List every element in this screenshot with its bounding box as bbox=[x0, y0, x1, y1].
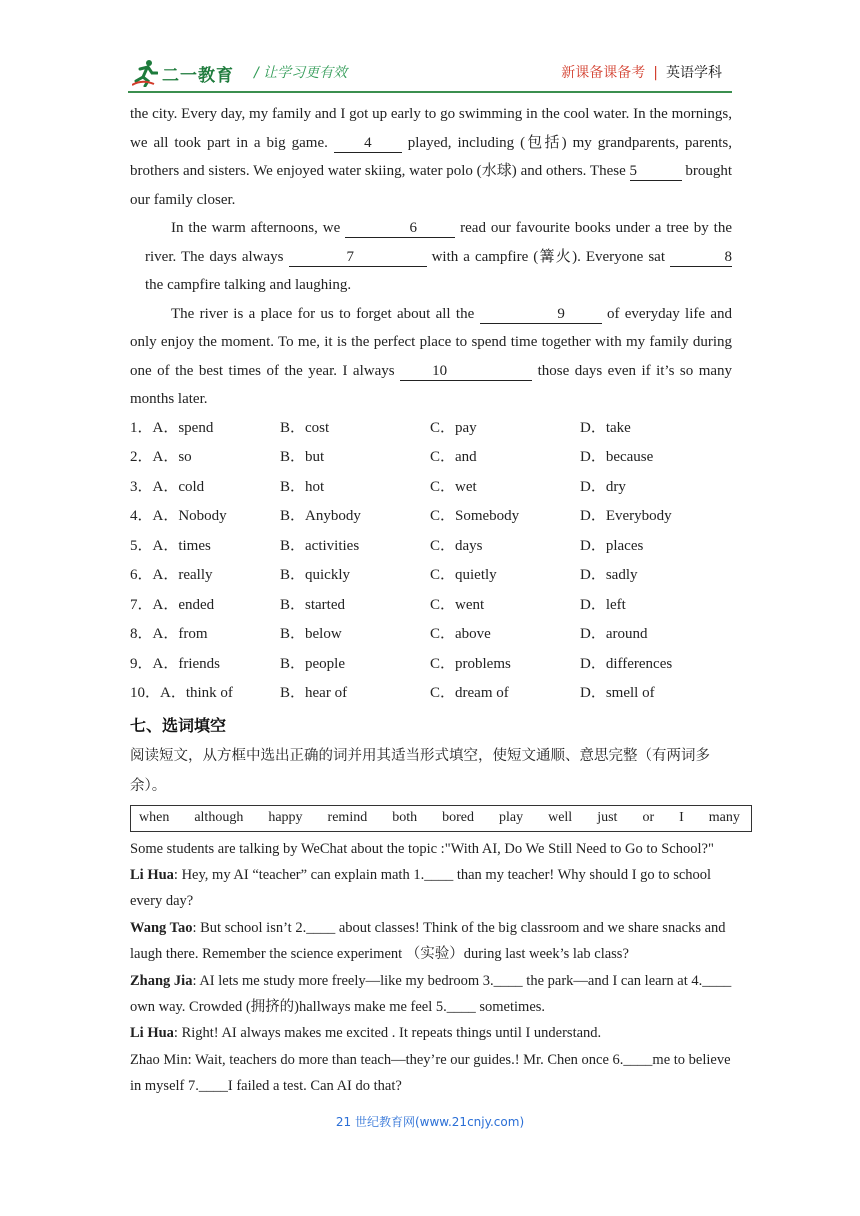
option-text: B．hear of bbox=[280, 685, 348, 701]
option-text: B．Anybody bbox=[280, 508, 361, 524]
option-cell bbox=[280, 561, 430, 591]
option-row bbox=[130, 502, 732, 532]
footer-source: 21 世纪教育网(www.21cnjy.com) bbox=[335, 1115, 525, 1129]
option-cell bbox=[580, 473, 730, 503]
option-text: D．places bbox=[580, 537, 644, 554]
word-box bbox=[130, 805, 752, 832]
option-text: 1． bbox=[130, 419, 153, 436]
main-content bbox=[130, 100, 740, 1100]
option-cell bbox=[130, 443, 280, 473]
option-text: C．pay bbox=[430, 419, 477, 436]
option-text: A．times bbox=[152, 537, 211, 554]
option-row bbox=[130, 561, 732, 591]
option-text: A．so bbox=[152, 449, 192, 465]
option-text: B．cost bbox=[280, 419, 330, 436]
dialogue-line bbox=[130, 915, 732, 968]
option-cell bbox=[580, 414, 730, 444]
passage-text: the city. Every day, my family and I got up early to go swimming in the cool water. In the mornings, we all took part in a big game. bbox=[130, 106, 732, 151]
passage-text: played, including (包括) my grandparents, parents, brothers and sisters. We enjoyed water skiing, water polo (水球) and others. These bbox=[130, 134, 732, 179]
option-cell bbox=[430, 561, 580, 591]
header-separator: | bbox=[653, 65, 658, 81]
option-row bbox=[130, 620, 732, 650]
option-text: D．differences bbox=[580, 655, 673, 672]
option-row bbox=[130, 473, 732, 503]
speaker-name: Wang Tao bbox=[130, 919, 193, 936]
option-text: B．quickly bbox=[280, 567, 350, 583]
option-cell bbox=[430, 502, 580, 532]
option-cell bbox=[130, 679, 280, 709]
blank-9: 9 bbox=[480, 305, 602, 324]
option-row bbox=[130, 414, 732, 444]
speaker-name: Zhang Jia bbox=[130, 972, 193, 989]
option-text: A．from bbox=[152, 626, 208, 642]
dialogue-line bbox=[130, 1047, 732, 1100]
speaker-name: Li Hua bbox=[130, 866, 174, 883]
option-text: 7． bbox=[130, 596, 153, 613]
blank-8: 8 bbox=[670, 248, 732, 267]
word-box-item: happy bbox=[268, 810, 303, 825]
option-cell bbox=[280, 679, 430, 709]
section-title: 七、选词填空 bbox=[130, 715, 227, 735]
option-cell bbox=[280, 443, 430, 473]
option-cell bbox=[580, 561, 730, 591]
option-text: B．below bbox=[280, 626, 342, 642]
header-subject bbox=[561, 62, 722, 82]
option-row bbox=[130, 650, 732, 680]
option-cell bbox=[580, 650, 730, 680]
option-text: A．think of bbox=[160, 685, 233, 701]
blank-6: 6 bbox=[345, 219, 455, 238]
word-box-item: remind bbox=[327, 810, 368, 825]
option-text: C．went bbox=[430, 596, 485, 613]
dialogue-intro: Some students are talking by WeChat about the topic :"With AI, Do We Still Need to Go to School?" bbox=[130, 840, 714, 857]
word-box-item: play bbox=[498, 810, 524, 825]
option-text: D．because bbox=[580, 449, 654, 465]
word-box-item: just bbox=[597, 810, 618, 825]
option-row bbox=[130, 679, 732, 709]
passage-paragraph-2 bbox=[130, 214, 732, 300]
option-cell bbox=[430, 473, 580, 503]
option-cell bbox=[130, 561, 280, 591]
option-text: 3． bbox=[130, 478, 153, 495]
option-cell bbox=[430, 650, 580, 680]
dialogue-line bbox=[130, 968, 732, 1021]
option-text: 8． bbox=[130, 626, 153, 642]
option-text: 5． bbox=[130, 537, 153, 554]
option-text: B．hot bbox=[280, 478, 325, 495]
option-text: C．wet bbox=[430, 478, 477, 495]
option-cell bbox=[580, 502, 730, 532]
dialogue bbox=[130, 862, 732, 1100]
option-cell bbox=[130, 414, 280, 444]
word-box-item: although bbox=[194, 810, 244, 825]
option-text: C．and bbox=[430, 449, 477, 465]
option-cell bbox=[580, 591, 730, 621]
dialogue-line bbox=[130, 1020, 732, 1046]
option-text: A．cold bbox=[152, 478, 205, 495]
option-text: A．Nobody bbox=[152, 508, 227, 524]
option-text: D．smell of bbox=[580, 685, 655, 701]
blank-10-number: 10 bbox=[432, 362, 448, 379]
option-text: 6． bbox=[130, 567, 153, 583]
option-row bbox=[130, 591, 732, 621]
option-text: B．but bbox=[280, 449, 325, 465]
word-box-item: when bbox=[139, 810, 170, 825]
option-text: 10． bbox=[130, 685, 161, 701]
option-text: C．Somebody bbox=[430, 508, 520, 524]
option-text: D．Everybody bbox=[580, 508, 672, 524]
options-list bbox=[130, 414, 732, 709]
option-cell bbox=[280, 591, 430, 621]
option-row bbox=[130, 443, 732, 473]
page-header bbox=[0, 0, 860, 100]
option-cell bbox=[130, 502, 280, 532]
dialogue-text: : AI lets me study more freely—like my bedroom 3.____ the park—and I can learn at 4.____ own way. Crowded (拥挤的)hallways make me feel 5.____ sometimes. bbox=[130, 972, 732, 1015]
option-cell bbox=[430, 679, 580, 709]
option-cell bbox=[430, 591, 580, 621]
option-text: 9． bbox=[130, 655, 153, 672]
passage-text: The river is a place for us to forget about all the bbox=[171, 305, 475, 322]
blank-7-number: 7 bbox=[346, 248, 355, 265]
header-subject-label: 英语学科 bbox=[666, 65, 722, 81]
option-cell bbox=[580, 532, 730, 562]
slogan: / 让学习更有效 bbox=[254, 65, 348, 81]
option-text: D．dry bbox=[580, 478, 626, 495]
word-box-item: or bbox=[642, 810, 655, 825]
dialogue-text: Zhao Min: Wait, teachers do more than teach—they’re our guides.! Mr. Chen once 6.____me to believe in myself 7.____I failed a test. Can AI do that? bbox=[130, 1051, 731, 1095]
word-box-item: bored bbox=[442, 810, 474, 825]
passage-text: with a campfire (篝火). Everyone sat bbox=[431, 248, 666, 265]
passage-paragraph-3 bbox=[130, 300, 732, 414]
option-text: A．ended bbox=[152, 596, 215, 613]
option-cell bbox=[130, 620, 280, 650]
blank-5: 5 bbox=[630, 162, 682, 181]
option-text: C．quietly bbox=[430, 567, 497, 583]
word-box-item: I bbox=[679, 810, 684, 825]
option-text: B．started bbox=[280, 596, 345, 613]
option-text: B．activities bbox=[280, 537, 360, 554]
running-man-icon bbox=[132, 59, 158, 87]
option-cell bbox=[280, 532, 430, 562]
option-text: A．friends bbox=[152, 655, 221, 672]
option-cell bbox=[430, 532, 580, 562]
section-instruction: 阅读短文，从方框中选出正确的词并用其适当形式填空，使短文通顺、意思完整（有两词多余）。 bbox=[130, 747, 710, 794]
option-cell bbox=[580, 443, 730, 473]
header-divider bbox=[128, 91, 732, 93]
option-cell bbox=[280, 620, 430, 650]
dialogue-text: : Hey, my AI “teacher” can explain math 1.____ than my teacher! Why should I go to school every day? bbox=[130, 866, 712, 910]
blank-7 bbox=[289, 248, 427, 267]
option-cell bbox=[280, 650, 430, 680]
option-cell bbox=[580, 620, 730, 650]
option-cell bbox=[580, 679, 730, 709]
option-cell bbox=[130, 532, 280, 562]
option-cell bbox=[130, 650, 280, 680]
word-box-item: both bbox=[392, 810, 418, 825]
option-text: C．problems bbox=[430, 655, 511, 672]
passage-text: In the warm afternoons, we bbox=[171, 220, 341, 236]
option-cell bbox=[430, 620, 580, 650]
option-text: A．spend bbox=[152, 419, 214, 436]
option-text: 4． bbox=[130, 508, 153, 524]
word-box-item: many bbox=[708, 810, 740, 825]
option-cell bbox=[430, 443, 580, 473]
passage-text: the campfire talking and laughing. bbox=[145, 277, 352, 293]
option-cell bbox=[430, 414, 580, 444]
passage-paragraph-1 bbox=[130, 100, 732, 214]
option-row bbox=[130, 532, 732, 562]
option-text: A．really bbox=[152, 567, 213, 583]
passage-text: brought our family closer. bbox=[130, 163, 733, 208]
option-text: 2． bbox=[130, 449, 153, 465]
option-cell bbox=[130, 473, 280, 503]
option-text: C．days bbox=[430, 537, 483, 554]
option-text: C．dream of bbox=[430, 685, 509, 701]
option-cell bbox=[280, 473, 430, 503]
option-cell bbox=[130, 591, 280, 621]
option-text: D．left bbox=[580, 596, 626, 613]
word-box-item: well bbox=[548, 810, 573, 825]
logo bbox=[132, 58, 234, 88]
passage-text: those days even if it’s so many months later. bbox=[130, 362, 733, 407]
option-text: D．around bbox=[580, 626, 648, 642]
logo-text: 二一教育 bbox=[162, 65, 234, 86]
option-text: B．people bbox=[280, 655, 345, 672]
passage-text: of everyday life and only enjoy the moment. To me, it is the perfect place to spend time together with my family during one of the best times of the year. I always bbox=[130, 305, 733, 379]
speaker-name: Li Hua bbox=[130, 1025, 174, 1042]
blank-10 bbox=[400, 362, 532, 381]
dialogue-text: : But school isn’t 2.____ about classes! Think of the big classroom and we share snacks and laugh there. Remember the science experiment （实验）during last week’s lab class? bbox=[130, 919, 726, 963]
option-cell bbox=[280, 502, 430, 532]
option-text: D．sadly bbox=[580, 567, 638, 583]
header-course: 新课备课备考 bbox=[561, 65, 646, 81]
blank-4: 4 bbox=[334, 134, 402, 153]
option-cell bbox=[280, 414, 430, 444]
passage-text: read our favourite books under a tree by the river. The days always bbox=[145, 220, 733, 265]
dialogue-text: : Right! AI always makes me excited . It repeats things until I understand. bbox=[173, 1025, 602, 1042]
option-text: C．above bbox=[430, 626, 491, 642]
option-text: D．take bbox=[580, 419, 631, 436]
dialogue-line bbox=[130, 862, 732, 915]
